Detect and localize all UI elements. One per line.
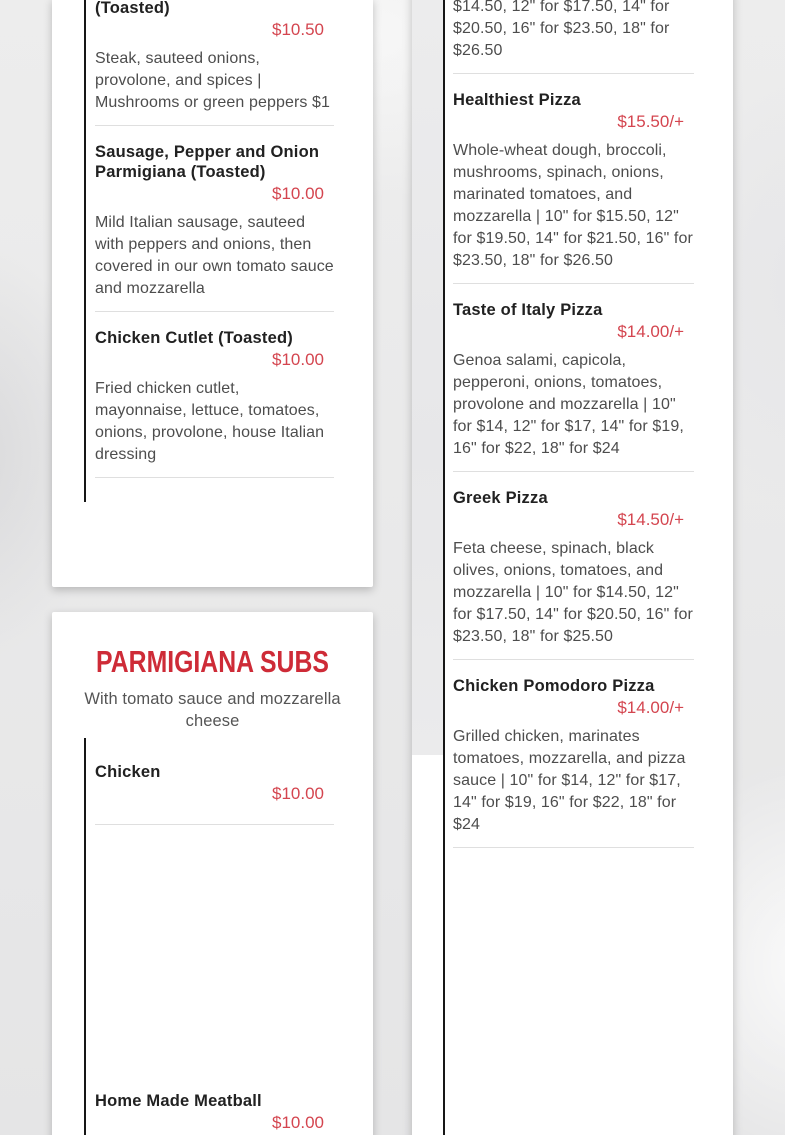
- menu-item-title: Chicken Pomodoro Pizza: [453, 677, 655, 695]
- menu-item-title: Chicken: [95, 763, 161, 781]
- empty-image-placeholder: [95, 841, 334, 1091]
- menu-card-toasted-subs: [52, 0, 373, 587]
- divider: [453, 659, 694, 660]
- menu-item-price: $14.00/+: [617, 698, 684, 717]
- menu-item-description: Steak, sauteed onions, provolone, and spices | Mushrooms or green peppers $1: [95, 50, 331, 111]
- divider: [95, 477, 334, 478]
- section-title: PARMIGIANA SUBS: [96, 644, 329, 679]
- menu-item-toasted: [95, 0, 334, 126]
- menu-item-taste-of-italy-pizza: [453, 300, 694, 472]
- menu-item-price: $14.00/+: [617, 322, 684, 341]
- menu-item-price: $10.00: [272, 1113, 324, 1132]
- divider: [95, 824, 334, 825]
- menu-item-price: $10.50: [272, 20, 324, 39]
- menu-items-list: [84, 0, 373, 502]
- menu-card-parmigiana-subs: [52, 612, 373, 1135]
- menu-item-chicken-cutlet: [95, 328, 334, 478]
- menu-item-price: $10.00: [272, 784, 324, 803]
- menu-item-meatball-parm: [95, 1091, 334, 1133]
- menu-item-title: Home Made Meatball: [95, 1092, 262, 1110]
- menu-item-healthiest-pizza: [453, 90, 694, 284]
- menu-item-greek-pizza: [453, 488, 694, 660]
- divider: [95, 125, 334, 126]
- menu-item-title: Greek Pizza: [453, 489, 548, 507]
- menu-items-list: [84, 738, 373, 1135]
- divider: [95, 311, 334, 312]
- menu-item-chicken-parm: [95, 762, 334, 825]
- menu-item-sausage-pepper-onion: [95, 142, 334, 312]
- background-notch: [412, 0, 443, 755]
- menu-item-price: $10.00: [272, 184, 324, 203]
- menu-item-price: $10.00: [272, 350, 324, 369]
- menu-item-description: Feta cheese, spinach, black olives, onions, tomatoes, and mozzarella | 10" for $14.50, 12" for $17.50, 14" for $20.50, 16" for $23.50, 18" for $25.50: [453, 540, 693, 645]
- divider: [453, 283, 694, 284]
- menu-card-pizzas: [412, 0, 733, 1135]
- menu-item-title: Sausage, Pepper and Onion Parmigiana (Toasted): [95, 143, 320, 181]
- menu-items-list: [445, 0, 733, 848]
- menu-item-description: Grilled chicken, marinates tomatoes, mozzarella, and pizza sauce | 10" for $14, 12" for $17, 14" for $19, 16" for $22, 18" for $24: [453, 728, 686, 833]
- accent-rule: [443, 0, 445, 1135]
- menu-item-description-partial: $14.50, 12" for $17.50, 14" for $20.50, 16" for $23.50, 18" for $26.50: [453, 0, 670, 59]
- menu-item-price: $14.50/+: [617, 510, 684, 529]
- divider: [453, 847, 694, 848]
- menu-item-title: Chicken Cutlet (Toasted): [95, 329, 293, 347]
- menu-item-description: Genoa salami, capicola, pepperoni, onions, tomatoes, provolone and mozzarella | 10" for $14, 12" for $17, 14" for $19, 16" for $22, 18" for $24: [453, 352, 684, 457]
- section-subtitle: With tomato sauce and mozzarella cheese: [84, 690, 341, 730]
- menu-item-chicken-pomodoro-pizza: [453, 676, 694, 848]
- menu-item-title: (Toasted): [95, 0, 170, 17]
- menu-item-price: $15.50/+: [617, 112, 684, 131]
- divider: [453, 471, 694, 472]
- menu-item-description: Mild Italian sausage, sauteed with peppers and onions, then covered in our own tomato sauce and mozzarella: [95, 214, 334, 297]
- menu-item-description: Whole-wheat dough, broccoli, mushrooms, spinach, onions, marinated tomatoes, and mozzarella | 10" for $15.50, 12" for $19.50, 14" for $21.50, 16" for $23.50, 18" for $26.50: [453, 142, 693, 269]
- menu-item-title: Healthiest Pizza: [453, 91, 581, 109]
- menu-item-title: Taste of Italy Pizza: [453, 301, 603, 319]
- menu-item-description: Fried chicken cutlet, mayonnaise, lettuce, tomatoes, onions, provolone, house Italian dressing: [95, 380, 325, 463]
- divider: [453, 73, 694, 74]
